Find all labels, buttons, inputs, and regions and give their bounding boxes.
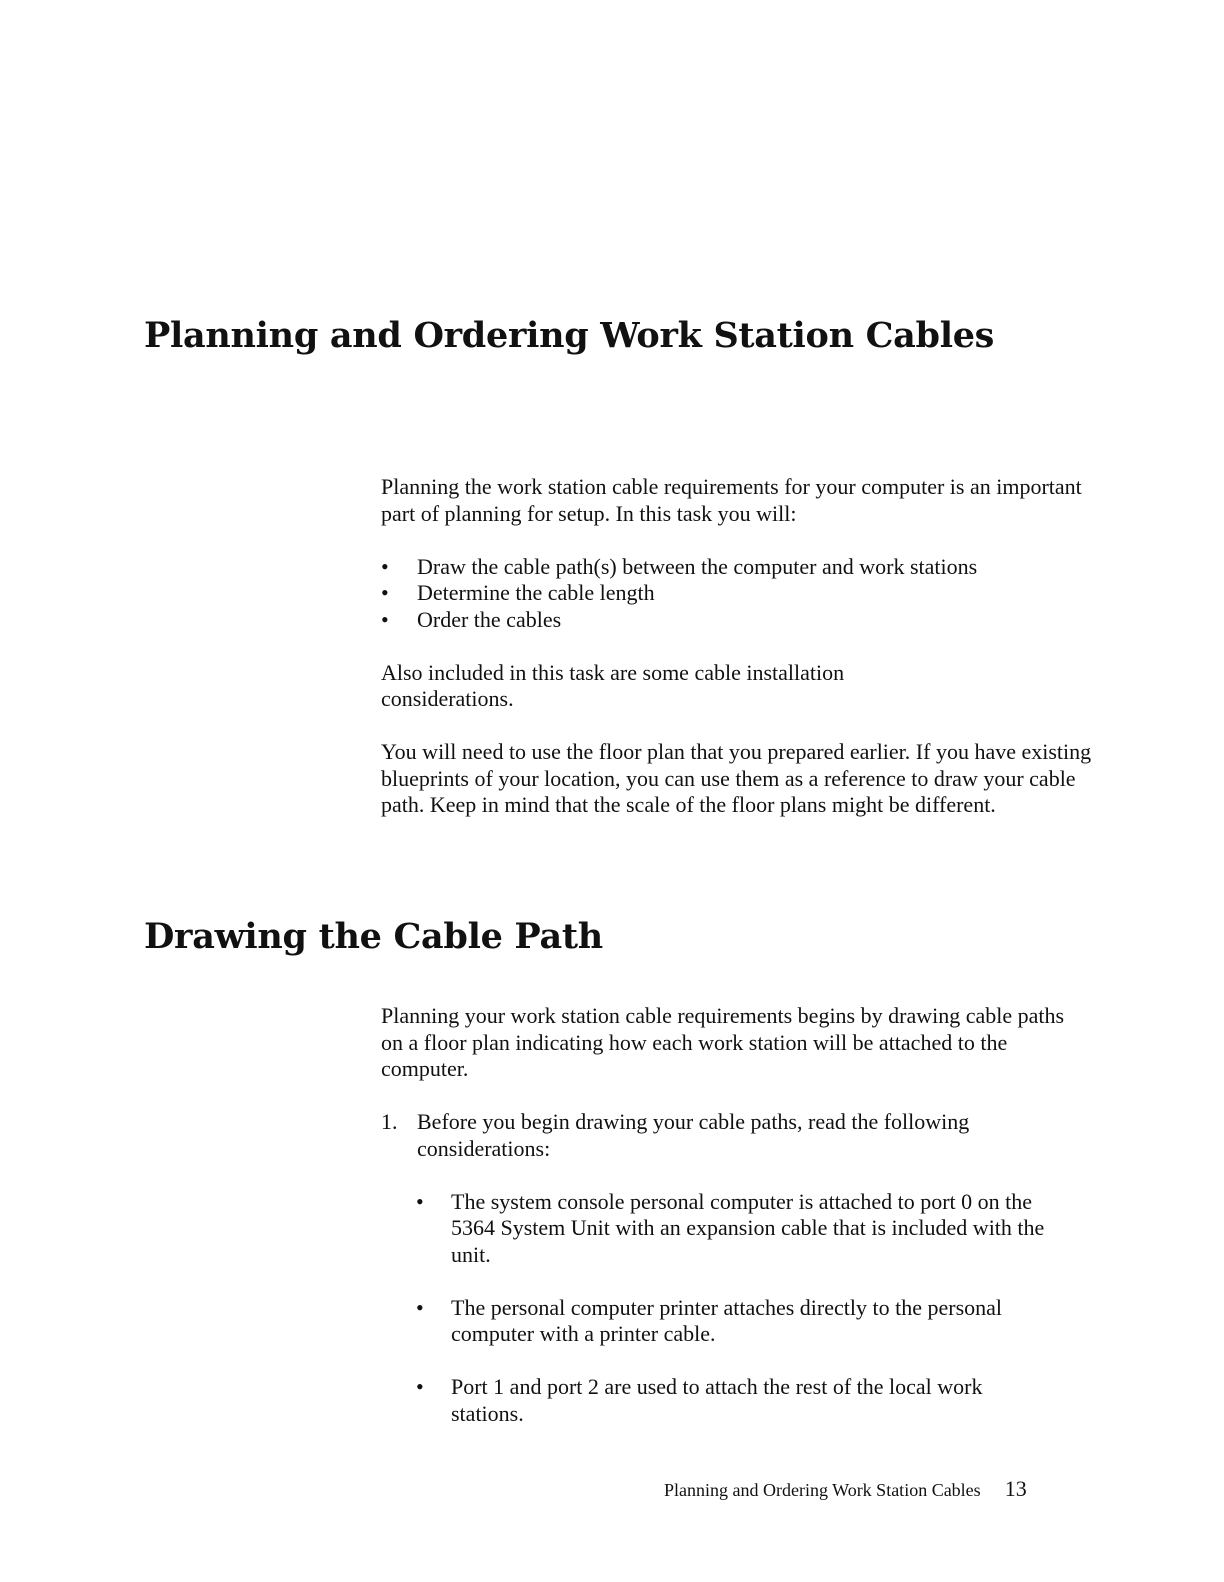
consideration-text: The personal computer printer attaches directly to the personal computer with a printer cable.: [451, 1294, 1003, 1346]
task-text: Determine the cable length: [417, 580, 655, 605]
list-item: [416, 1374, 1101, 1427]
page-footer: [664, 1476, 1027, 1502]
also-included-paragraph: Also included in this task are some cable installation considerations.: [381, 659, 845, 711]
bullet-icon: •: [381, 580, 389, 605]
task-text: Draw the cable path(s) between the computer and work stations: [417, 553, 978, 579]
bullet-icon: •: [416, 1188, 424, 1214]
page-number: 13: [1004, 1476, 1027, 1501]
consideration-text: The system console personal computer is attached to port 0 on the 5364 System Unit with an expansion cable that is included with the unit.: [451, 1188, 1045, 1267]
bullet-icon: •: [381, 606, 389, 632]
floor-plan-paragraph: You will need to use the floor plan that you prepared earlier. If you have existing blueprints of your location, you can use them as a reference to draw your cable path. Keep in mind that the scale of the floor plans might be different.: [381, 739, 1092, 817]
section2-body: [381, 1003, 1101, 1427]
bullet-icon: •: [416, 1374, 424, 1399]
list-item: [381, 607, 1101, 634]
considerations-list: [381, 1189, 1101, 1428]
list-item: [416, 1189, 1101, 1269]
list-item: [416, 1295, 1101, 1348]
bullet-icon: •: [381, 553, 389, 579]
task-list: [381, 554, 1101, 634]
numbered-step: [381, 1109, 1101, 1162]
bullet-icon: •: [416, 1294, 424, 1320]
consideration-text: Port 1 and port 2 are used to attach the rest of the local work stations.: [451, 1374, 983, 1426]
list-item: [381, 580, 1101, 607]
step-text: Before you begin drawing your cable paths, read the following considerations:: [417, 1109, 970, 1161]
intro-paragraph: Planning the work station cable requirements for your computer is an important part of planning for setup. In this task you will:: [381, 474, 1082, 526]
step-number: 1.: [381, 1109, 398, 1134]
task-text: Order the cables: [417, 606, 562, 632]
intro-paragraph: Planning your work station cable requirements begins by drawing cable paths on a floor plan indicating how each work station will be attached to the computer.: [381, 1003, 1065, 1081]
list-item: [381, 554, 1101, 581]
section1-body: [381, 474, 1101, 819]
footer-title: Planning and Ordering Work Station Cables: [664, 1480, 981, 1500]
section-heading-drawing-cable-path: Drawing the Cable Path: [144, 916, 603, 957]
section-heading-planning-ordering: Planning and Ordering Work Station Cables: [144, 315, 995, 356]
